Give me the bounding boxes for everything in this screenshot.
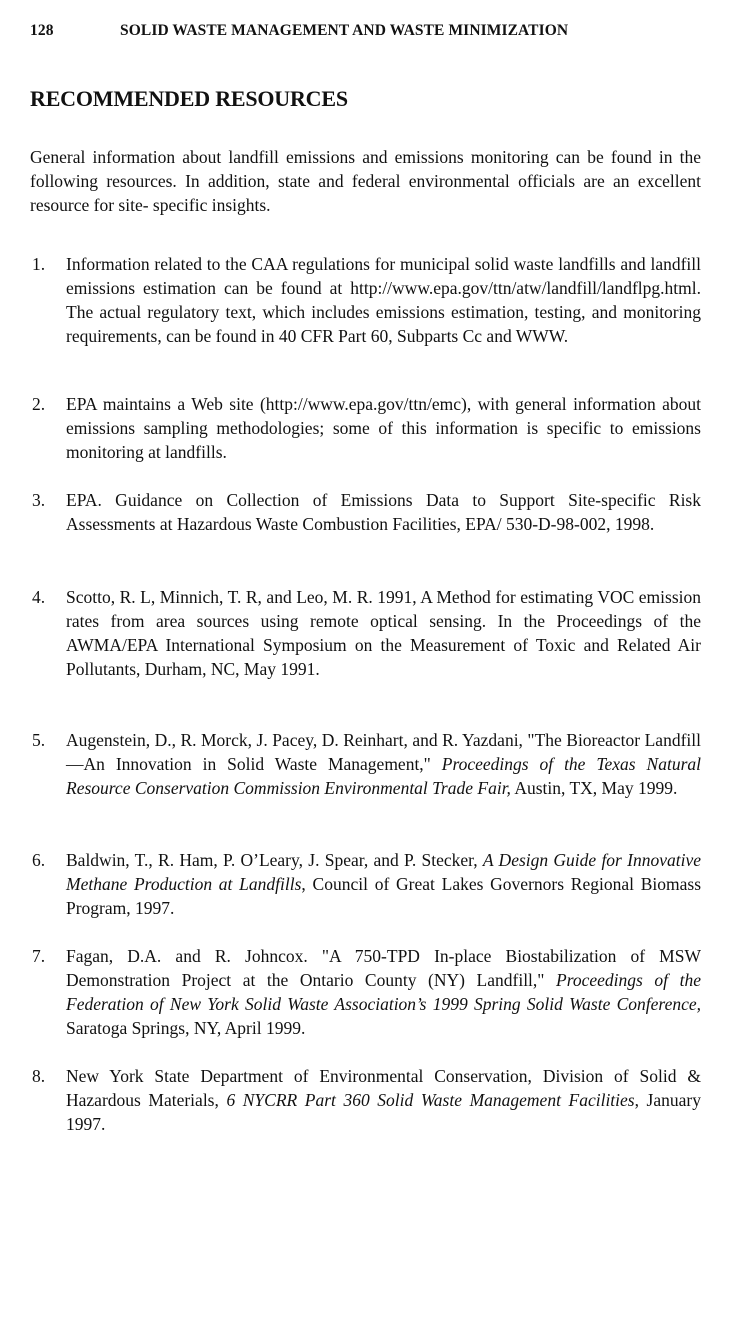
- reference-number: 3.: [32, 490, 46, 510]
- reference-text: [66, 585, 701, 681]
- reference-number: 8.: [32, 1066, 46, 1086]
- reference-text: [66, 252, 701, 348]
- reference-segment: Austin, TX, May 1999.: [510, 778, 678, 798]
- reference-segment: Fagan, D.A. and R. Johncox. "A 750-TPD In-place Biostabilization of MSW Demonstration Project at the Ontario County (NY) Landfill,": [66, 946, 701, 990]
- reference-segment: , January 1997.: [66, 1090, 701, 1134]
- reference-text: [66, 1064, 701, 1136]
- reference-segment: Scotto, R. L, Minnich, T. R, and Leo, M. R. 1991, A Method for estimating VOC emission rates from area sources using remote optical sensing. In the Proceedings of the AWMA/EPA International Symposium on the Measurement of Toxic and Related Air Pollutants, Durham, NC, May 1991.: [66, 587, 701, 679]
- page-number: 128: [30, 22, 54, 39]
- reference-text: [66, 848, 701, 920]
- reference-segment: Information related to the CAA regulations for municipal solid waste landfills and landfill emissions estimation can be found at http://www.epa.gov/ttn/atw/landfill/landflpg.html. The actual regulatory text, which includes emissions estimation, testing, and monitoring requirements, can be found in 40 CFR Part 60, Subparts Cc and WWW.: [66, 254, 701, 346]
- reference-italic-title: Proceedings of the Federation of New York Solid Waste Association’s 1999 Spring Solid Waste Conference,: [66, 970, 701, 1014]
- reference-segment: EPA. Guidance on Collection of Emissions Data to Support Site-specific Risk Assessments at Hazardous Waste Combustion Facilities, EPA/ 530-D-98-002, 1998.: [66, 490, 701, 534]
- reference-segment: Saratoga Springs, NY, April 1999.: [66, 1018, 306, 1038]
- reference-italic-title: A Design Guide for Innovative Methane Production at Landfills: [66, 850, 701, 894]
- reference-text: [66, 488, 701, 536]
- reference-segment: Baldwin, T., R. Ham, P. O’Leary, J. Spear, and P. Stecker,: [66, 850, 483, 870]
- reference-number: 7.: [32, 946, 46, 966]
- reference-italic-title: Proceedings of the Texas Natural Resource Conservation Commission Environmental Trade Fair,: [66, 754, 701, 798]
- reference-number: 4.: [32, 587, 46, 607]
- reference-segment: Augenstein, D., R. Morck, J. Pacey, D. Reinhart, and R. Yazdani, "The Bioreactor Landfill—An Innovation in Solid Waste Management,": [66, 730, 701, 774]
- reference-segment: , Council of Great Lakes Governors Regional Biomass Program, 1997.: [66, 874, 701, 918]
- reference-text: [66, 728, 701, 800]
- reference-segment: New York State Department of Environmental Conservation, Division of Solid & Hazardous Materials,: [66, 1066, 701, 1110]
- section-title: RECOMMENDED RESOURCES: [30, 86, 348, 111]
- reference-number: 5.: [32, 730, 46, 750]
- reference-text: [66, 392, 701, 464]
- running-head: [30, 22, 701, 40]
- reference-text: [66, 944, 701, 1040]
- reference-number: 6.: [32, 850, 46, 870]
- running-head-title: SOLID WASTE MANAGEMENT AND WASTE MINIMIZATION: [120, 22, 569, 39]
- reference-number: 2.: [32, 394, 46, 414]
- reference-number: 1.: [32, 254, 46, 274]
- reference-segment: EPA maintains a Web site (http://www.epa.gov/ttn/emc), with general information about emissions sampling methodologies; some of this information is specific to emissions monitoring at landfills.: [66, 394, 701, 462]
- intro-paragraph: General information about landfill emissions and emissions monitoring can be found in the following resources. In addition, state and federal environmental officials are an excellent resource for site- specific insights.: [30, 147, 701, 215]
- reference-italic-title: 6 NYCRR Part 360 Solid Waste Management Facilities: [226, 1090, 635, 1110]
